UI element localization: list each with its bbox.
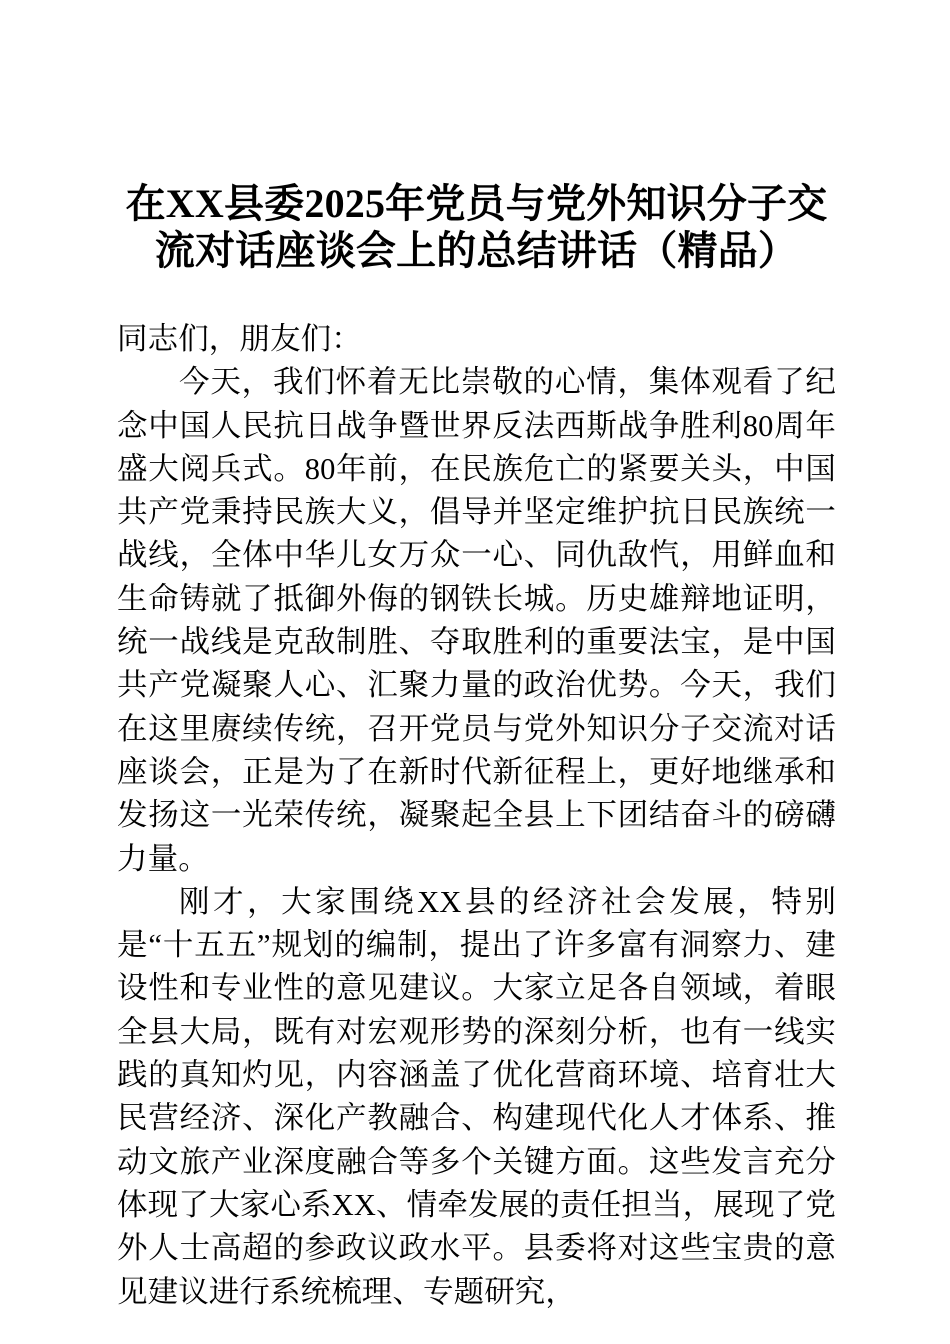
body-paragraph-2: 刚才，大家围绕XX县的经济社会发展，特别是“十五五”规划的编制，提出了许多富有洞察力、建设性和专业性的意见建议。大家立足各自领域，着眼全县大局，既有对宏观形势的深刻分析，也有一线实践的真知灼见，内容涵盖了优化营商环境、培育壮大民营经济、深化产教融合、构建现代化人才体系、推动文旅产业深度融合等多个关键方面。这些发言充分体现了大家心系XX、情牵发展的责任担当，展现了党外人士高超的参政议政水平。县委将对这些宝贵的意见建议进行系统梳理、专题研究，	[117, 884, 836, 1309]
salutation-line: 同志们，朋友们：	[117, 322, 362, 356]
title-body-spacer	[117, 274, 836, 318]
document-title: 在XX县委2025年党员与党外知识分子交流对话座谈会上的总结讲话（精品）	[125, 181, 828, 273]
body-paragraph-1: 今天，我们怀着无比崇敬的心情，集体观看了纪念中国人民抗日战争暨世界反法西斯战争胜利80周年盛大阅兵式。80年前，在民族危亡的紧要关头，中国共产党秉持民族大义，倡导并坚定维护抗日民族统一战线，全体中华儿女万众一心、同仇敌忾，用鲜血和生命铸就了抵御外侮的钢铁长城。历史雄辩地证明，统一战线是克敌制胜、夺取胜利的重要法宝，是中国共产党凝聚人心、汇聚力量的政治优势。今天，我们在这里赓续传统，召开党员与党外知识分子交流对话座谈会，正是为了在新时代新征程上，更好地继承和发扬这一光荣传统，凝聚起全县上下团结奋斗的磅礴力量。	[117, 365, 836, 876]
document-content	[117, 180, 836, 1314]
